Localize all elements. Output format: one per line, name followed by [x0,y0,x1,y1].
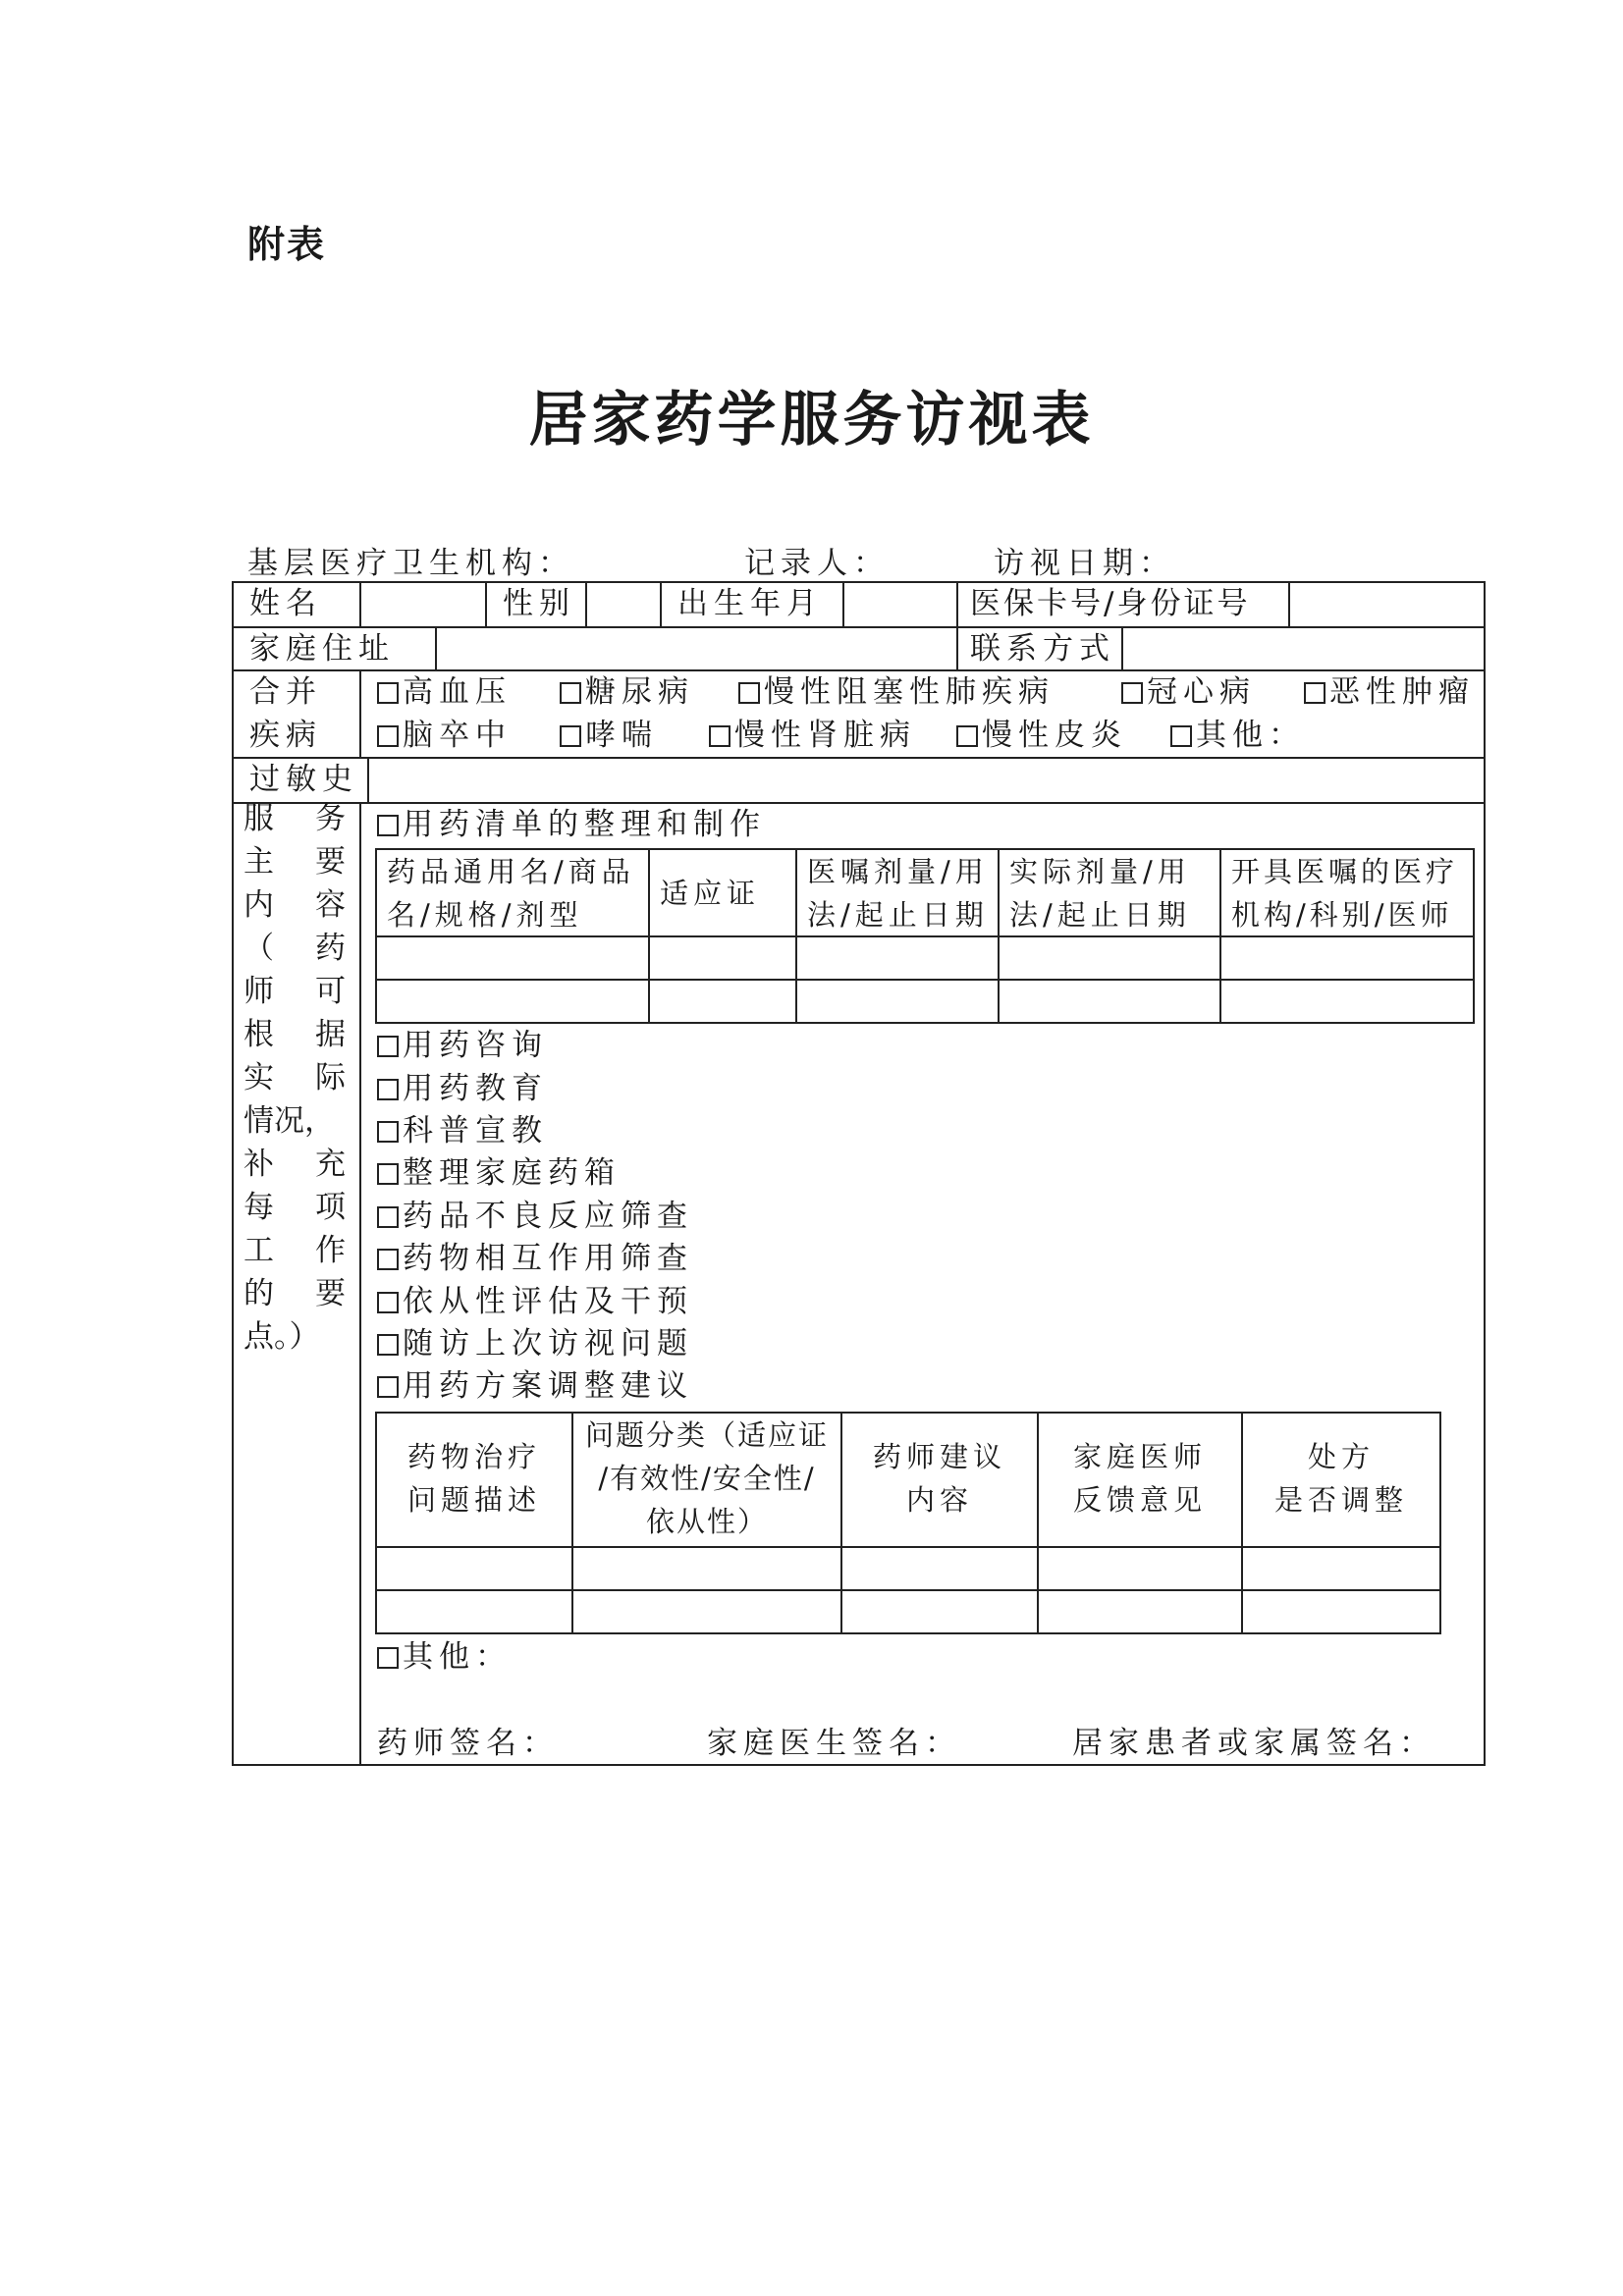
checkbox-malignant-tumor[interactable]: 恶性肿瘤 [1304,670,1475,714]
checkbox-icon [956,725,978,747]
med-header-1b: 名/规格/剂型 [387,898,583,932]
checkbox-science-education[interactable]: 科普宣教 [377,1109,548,1152]
checkbox-icon [377,725,399,747]
allergy-label: 过敏史 [249,762,358,797]
checkbox-icon [1304,682,1325,704]
checkbox-icon [377,1376,399,1398]
checkbox-diabetes[interactable]: 糖尿病 [560,670,694,714]
diseases-label-1: 合并 [249,674,322,710]
med-header-4b: 法/起止日期 [1009,898,1191,932]
gender-label: 性别 [503,586,575,621]
diseases-label-2: 疾病 [249,718,322,753]
checkbox-icon [377,1206,399,1228]
checkbox-regimen-adjustment[interactable]: 用药方案调整建议 [377,1364,693,1408]
adjust-header-5b: 是否调整 [1273,1483,1408,1517]
med-header-2: 适应证 [660,877,761,910]
name-label: 姓名 [249,586,322,621]
checkbox-icon [377,1036,399,1057]
birth-label: 出生年月 [677,586,823,621]
checkbox-icon [377,1292,399,1313]
adjust-header-2a: 问题分类（适应证 [584,1418,829,1452]
checkbox-medication-consultation[interactable]: 用药咨询 [377,1024,548,1067]
med-header-1a: 药品通用名/商品 [387,855,635,888]
checkbox-adherence[interactable]: 依从性评估及干预 [377,1280,693,1323]
med-header-5b: 机构/科别/医师 [1231,898,1453,932]
adjust-header-1b: 问题描述 [406,1483,541,1517]
adjust-header-4b: 反馈意见 [1072,1483,1207,1517]
adjust-header-2b: /有效性/安全性/ [598,1462,816,1495]
adjust-header-2c: 依从性） [645,1505,768,1538]
address-label: 家庭住址 [249,631,395,667]
adjust-header-1a: 药物治疗 [406,1440,541,1473]
adjust-header-4a: 家庭医师 [1072,1440,1207,1473]
checkbox-asthma[interactable]: 哮喘 [560,714,658,757]
checkbox-follow-up[interactable]: 随访上次访视问题 [377,1322,693,1365]
patient-signature-label: 居家患者或家属签名： [1072,1726,1435,1761]
checkbox-adr-screening[interactable]: 药品不良反应筛查 [377,1195,693,1238]
checkbox-medication-education[interactable]: 用药教育 [377,1067,548,1110]
checkbox-icon [738,682,760,704]
visit-date-label: 访视日期： [994,546,1175,581]
form-title: 居家药学服务访视表 [528,386,1095,454]
checkbox-icon [560,682,581,704]
adjust-header-3b: 内容 [905,1483,973,1517]
checkbox-icon [377,682,399,704]
checkbox-icon [709,725,730,747]
checkbox-icon [377,815,399,836]
checkbox-icon [377,1249,399,1270]
checkbox-icon [377,1121,399,1143]
checkbox-icon [377,1163,399,1185]
checkbox-chronic-dermatitis[interactable]: 慢性皮炎 [956,714,1127,757]
checkbox-med-list[interactable]: 用药清单的整理和制作 [377,803,766,846]
checkbox-coronary-heart-disease[interactable]: 冠心病 [1121,670,1256,714]
checkbox-other-service[interactable]: 其他： [377,1635,512,1679]
pharmacist-signature-label: 药师签名： [377,1726,559,1761]
appendix-label: 附表 [247,223,327,266]
contact-label: 联系方式 [970,631,1115,667]
adjust-header-3a: 药师建议 [872,1440,1006,1473]
checkbox-icon [377,1647,399,1669]
med-header-3a: 医嘱剂量/用 [807,855,989,888]
checkbox-other-disease[interactable]: 其他： [1170,714,1305,757]
checkbox-icon [377,1334,399,1356]
checkbox-copd[interactable]: 慢性阻塞性肺疾病 [738,670,1055,714]
checkbox-interaction-screening[interactable]: 药物相互作用筛查 [377,1237,693,1280]
checkbox-medicine-cabinet[interactable]: 整理家庭药箱 [377,1151,621,1195]
checkbox-chronic-kidney-disease[interactable]: 慢性肾脏病 [709,714,916,757]
recorder-label: 记录人： [744,546,890,581]
med-header-5a: 开具医嘱的医疗 [1231,855,1459,888]
adjust-header-5a: 处方 [1307,1440,1375,1473]
id-number-label: 医保卡号/身份证号 [970,586,1251,621]
institution-label: 基层医疗卫生机构： [247,546,574,581]
checkbox-stroke[interactable]: 脑卒中 [377,714,512,757]
checkbox-icon [1170,725,1192,747]
family-doctor-signature-label: 家庭医生签名： [707,1726,961,1761]
checkbox-hypertension[interactable]: 高血压 [377,670,512,714]
checkbox-icon [377,1079,399,1100]
service-content-label: 服 务 主 要 内 容 （ 药 师 可 根 据 实 际 情况， 补 充 每 项 工 作 的 要 点。） [243,801,346,1355]
med-header-3b: 法/起止日期 [807,898,989,932]
checkbox-icon [1121,682,1143,704]
checkbox-icon [560,725,581,747]
med-header-4a: 实际剂量/用 [1009,855,1191,888]
